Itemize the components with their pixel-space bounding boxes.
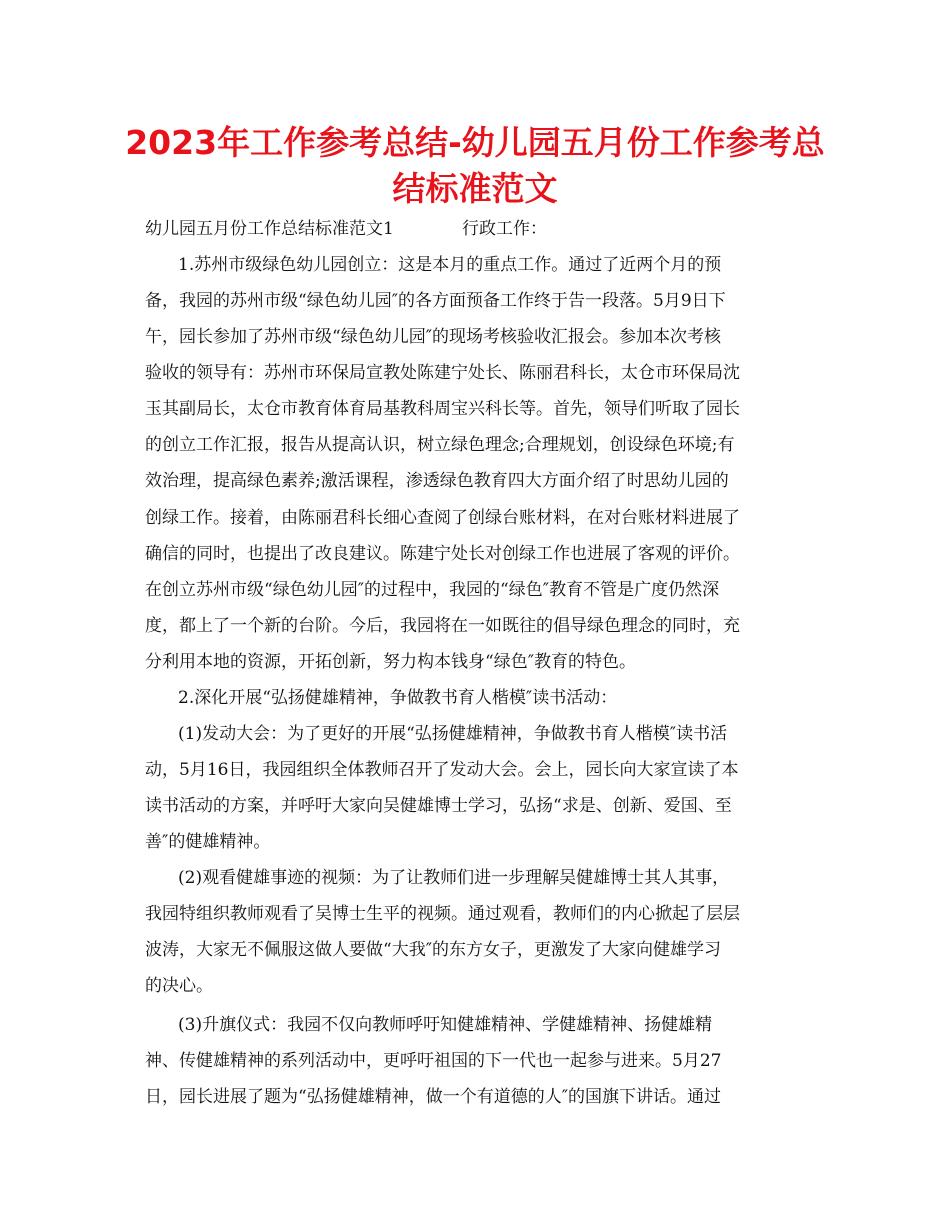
- section-heading: 行政工作：: [462, 219, 547, 239]
- document-page: 2023年工作参考总结-幼儿园五月份工作参考总结标准范文 幼儿园五月份工作总结标准范文1 行政工作： 1.苏州市级绿色幼儿园创立：这是本月的重点工作。通过了近两个月的预 备，我园的苏州市级“绿色幼儿园″的各方面预备工作终于告一段落。5月9日下 午，园长参加了苏州市级“绿色幼儿园″的现场考核验收汇报会。参加本次考核 验收的领导有：苏州市环保局宣教处陈建宁处长、陈丽君科长，太仓市环保局沈 玉其副局长，太仓市教育体育局基教科周宝兴科长等。首先，领导们听取了园长 的创立工作汇报，报告从提高认识，树立绿色理念;合理规划，创设绿色环境;有 效治理，提高绿色素养;激活课程，渗透绿色教育四大方面介绍了时思幼儿园的 创绿工作。接着，由陈丽君科长细心查阅了创绿台账材料，在对台账材料进展了 确信的同时，也提出了改良建议。陈建宁处长对创绿工作也进展了客观的评价。 在创立苏州市级“绿色幼儿园″的过程中，我园的“绿色″教育不管是广度仍然深 度，都上了一个新的台阶。今后，我园将在一如既往的倡导绿色理念的同时，充 分利用本地的资源，开拓创新，努力构本钱身“绿色″教育的特色。 2.深化开展“弘扬健雄精神，争做教书育人楷模″读书活动： (1)发动大会：为了更好的开展“弘扬健雄精神，争做教书育人楷模″读书活 动，5月16日，我园组织全体教师召开了发动大会。会上，园长向大家宣读了本 读书活动的方案，并呼吁大家向吴健雄博士学习，弘扬“求是、创新、爱国、至 善″的健雄精神。 (2)观看健雄事迹的视频：为了让教师们进一步理解吴健雄博士其人其事， 我园特组织教师观看了吴博士生平的视频。通过观看，教师们的内心掀起了层层 波涛，大家无不佩服这做人要做“大我″的东方女子，更激发了大家向健雄学习 的决心。 (3)升旗仪式：我园不仅向教师呼吁知健雄精神、学健雄精神、扬健雄精 神、传健雄精神的系列活动中，更呼吁祖国的下一代也一起参与进来。5月27 日，园长进展了题为“弘扬健雄精神，做一个有道德的人″的国旗下讲话。通过: [0, 0, 950, 1230]
- intro-text: 幼儿园五月份工作总结标准范文1: [145, 219, 394, 239]
- document-title: 2023年工作参考总结-幼儿园五月份工作参考总结标准范文: [125, 123, 825, 208]
